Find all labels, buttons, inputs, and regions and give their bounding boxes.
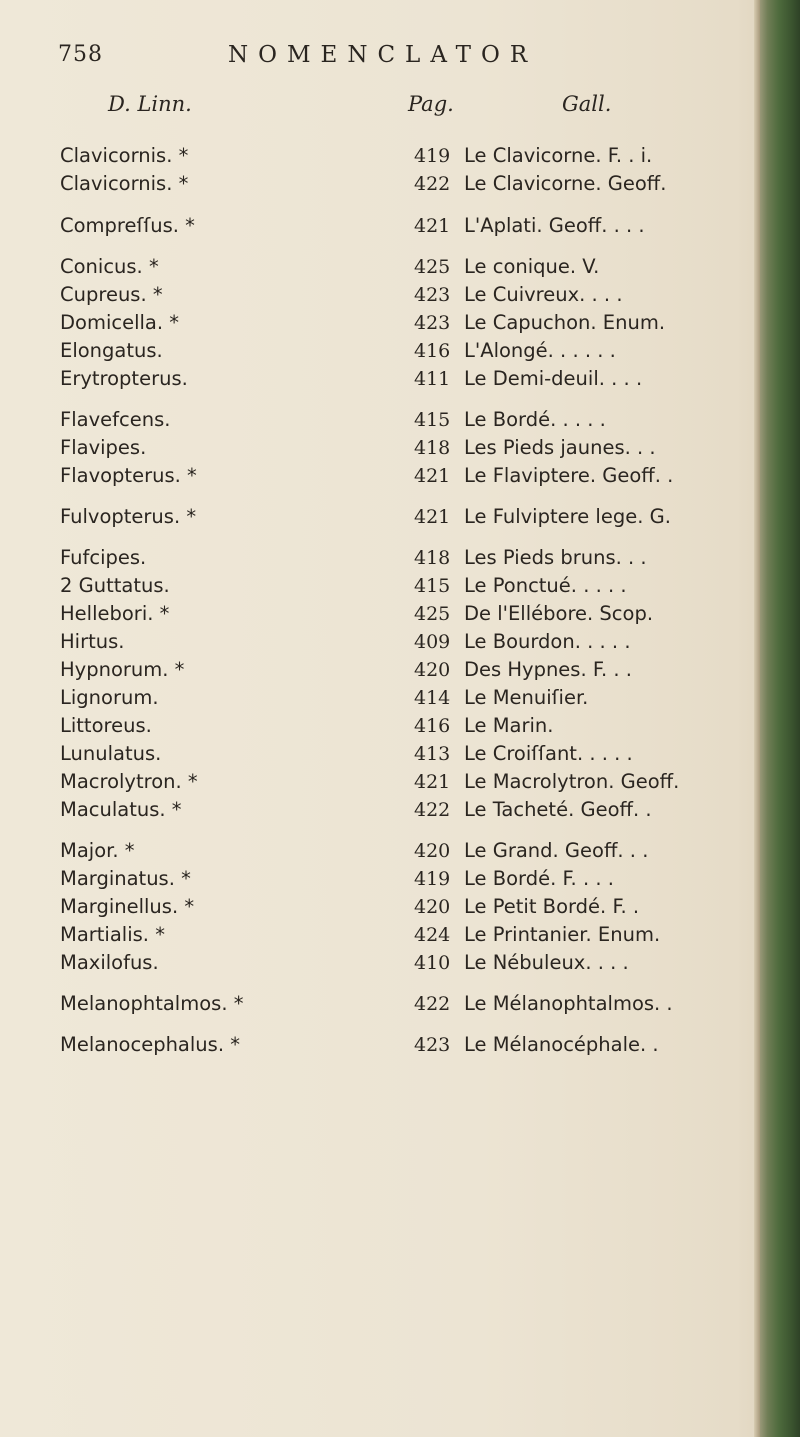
page-reference: 416 — [414, 715, 451, 737]
french-name: Le Croiſſant. . . . . — [464, 742, 633, 765]
list-item — [0, 740, 760, 768]
page-reference: 420 — [414, 840, 451, 862]
latin-name: Littoreus. — [60, 714, 152, 737]
latin-name: Flavopterus. * — [60, 464, 197, 487]
latin-name: Compreſſus. * — [60, 214, 195, 237]
page-reference: 416 — [414, 340, 451, 362]
list-item — [0, 656, 760, 684]
page-reference: 410 — [414, 952, 451, 974]
list-item — [0, 253, 760, 281]
french-name: Le Demi-deuil. . . . — [464, 367, 643, 390]
latin-name: Martialis. * — [60, 923, 165, 946]
latin-name: Flavipes. — [60, 436, 147, 459]
running-title: NOMENCLATOR — [228, 42, 538, 68]
list-item — [0, 406, 760, 434]
french-name: Le Menuiſier. — [464, 686, 589, 709]
latin-name: Domicella. * — [60, 311, 180, 334]
latin-name: Flavefcens. — [60, 408, 171, 431]
latin-name: Macrolytron. * — [60, 770, 198, 793]
page-reference: 415 — [414, 409, 451, 431]
latin-name: Clavicornis. * — [60, 172, 189, 195]
list-item — [0, 544, 760, 572]
french-name: De l'Ellébore. Scop. — [464, 602, 654, 625]
latin-name: Lignorum. — [60, 686, 159, 709]
list-item — [0, 796, 760, 824]
latin-name: Cupreus. * — [60, 283, 163, 306]
page-reference: 423 — [414, 1034, 451, 1056]
list-item — [0, 462, 760, 490]
latin-name: Conicus. * — [60, 255, 159, 278]
list-item — [0, 893, 760, 921]
french-name: Des Hypnes. F. . . — [464, 658, 632, 681]
page-reference: 422 — [414, 173, 451, 195]
list-item — [0, 503, 760, 531]
page-reference: 422 — [414, 799, 451, 821]
page-reference: 413 — [414, 743, 451, 765]
french-name: Le Clavicorne. F. . i. — [464, 144, 653, 167]
french-name: Le Marin. — [464, 714, 554, 737]
french-name: Les Pieds bruns. . . — [464, 546, 647, 569]
page-reference: 409 — [414, 631, 451, 653]
french-name: Le Bordé. . . . . — [464, 408, 606, 431]
latin-name: Fufcipes. — [60, 546, 147, 569]
list-item — [0, 309, 760, 337]
latin-name: Lunulatus. — [60, 742, 162, 765]
list-item — [0, 628, 760, 656]
page-reference: 421 — [414, 771, 451, 793]
latin-name: Melanophtalmos. * — [60, 992, 244, 1015]
latin-name: Erytropterus. — [60, 367, 188, 390]
french-name: Le Bordé. F. . . . — [464, 867, 614, 890]
page-reference: 418 — [414, 437, 451, 459]
list-item — [0, 212, 760, 240]
latin-name: Elongatus. — [60, 339, 163, 362]
french-name: L'Alongé. . . . . . — [464, 339, 616, 362]
list-item — [0, 990, 760, 1018]
french-name: Le Mélanophtalmos. . — [464, 992, 673, 1015]
column-heading-page: Pag. — [408, 92, 454, 116]
page-reference: 414 — [414, 687, 451, 709]
french-name: Le Cuivreux. . . . — [464, 283, 623, 306]
french-name: Le conique. V. — [464, 255, 600, 278]
french-name: Le Ponctué. . . . . — [464, 574, 627, 597]
page-reference: 415 — [414, 575, 451, 597]
latin-name: Marginellus. * — [60, 895, 195, 918]
latin-name: Melanocephalus. * — [60, 1033, 240, 1056]
list-item — [0, 921, 760, 949]
page-reference: 420 — [414, 659, 451, 681]
french-name: Le Grand. Geoff. . . — [464, 839, 649, 862]
list-item — [0, 949, 760, 977]
french-name: Le Macrolytron. Geoff. — [464, 770, 680, 793]
page-reference: 420 — [414, 896, 451, 918]
list-item — [0, 170, 760, 198]
page-reference: 424 — [414, 924, 451, 946]
page-reference: 419 — [414, 868, 451, 890]
french-name: L'Aplati. Geoff. . . . — [464, 214, 645, 237]
french-name: Les Pieds jaunes. . . — [464, 436, 656, 459]
latin-name: Maxilofus. — [60, 951, 159, 974]
page-reference: 422 — [414, 993, 451, 1015]
page-reference: 421 — [414, 506, 451, 528]
page-reference: 419 — [414, 145, 451, 167]
page-reference: 425 — [414, 603, 451, 625]
page-reference: 418 — [414, 547, 451, 569]
column-heading-linnaeus: D. Linn. — [108, 92, 192, 116]
french-name: Le Petit Bordé. F. . — [464, 895, 640, 918]
page-reference: 421 — [414, 215, 451, 237]
latin-name: Hirtus. — [60, 630, 125, 653]
list-item — [0, 1031, 760, 1059]
page-reference: 411 — [414, 368, 451, 390]
latin-name: Fulvopterus. * — [60, 505, 197, 528]
list-item — [0, 572, 760, 600]
list-item — [0, 337, 760, 365]
page-reference: 423 — [414, 284, 451, 306]
french-name: Le Fulviptere lege. G. — [464, 505, 671, 528]
french-name: Le Mélanocéphale. . — [464, 1033, 659, 1056]
page-reference: 423 — [414, 312, 451, 334]
french-name: Le Capuchon. Enum. — [464, 311, 666, 334]
column-heading-gallic: Gall. — [562, 92, 612, 116]
latin-name: Major. * — [60, 839, 135, 862]
page-reference: 425 — [414, 256, 451, 278]
list-item — [0, 684, 760, 712]
latin-name: Hypnorum. * — [60, 658, 185, 681]
french-name: Le Clavicorne. Geoff. — [464, 172, 667, 195]
latin-name: Hellebori. * — [60, 602, 170, 625]
latin-name: Clavicornis. * — [60, 144, 189, 167]
latin-name: Marginatus. * — [60, 867, 191, 890]
list-item — [0, 365, 760, 393]
list-item — [0, 712, 760, 740]
latin-name: Maculatus. * — [60, 798, 182, 821]
list-item — [0, 434, 760, 462]
french-name: Le Nébuleux. . . . — [464, 951, 629, 974]
list-item — [0, 142, 760, 170]
page-reference: 421 — [414, 465, 451, 487]
french-name: Le Printanier. Enum. — [464, 923, 661, 946]
french-name: Le Flaviptere. Geoff. . — [464, 464, 674, 487]
list-item — [0, 865, 760, 893]
page-number: 758 — [58, 42, 103, 67]
list-item — [0, 600, 760, 628]
list-item — [0, 768, 760, 796]
latin-name: 2 Guttatus. — [60, 574, 170, 597]
page-header — [0, 42, 760, 82]
french-name: Le Bourdon. . . . . — [464, 630, 631, 653]
book-binding-edge — [754, 0, 800, 1437]
list-item — [0, 837, 760, 865]
list-item — [0, 281, 760, 309]
french-name: Le Tacheté. Geoff. . — [464, 798, 652, 821]
